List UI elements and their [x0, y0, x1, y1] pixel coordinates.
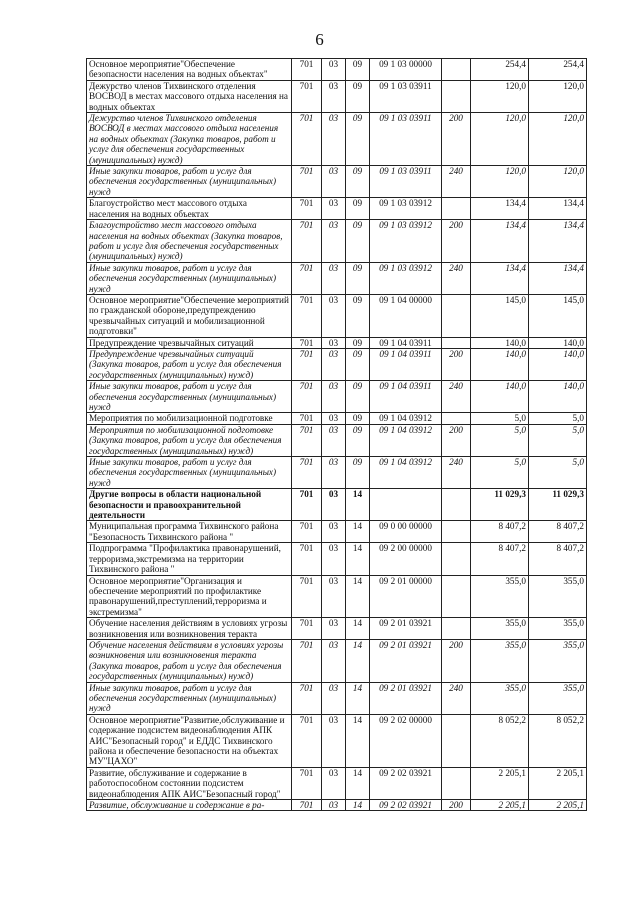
table-row — [87, 348, 587, 380]
cell-name: Подпрограмма "Профилактика правонарушений, терроризма,экстремизма на территории Тихвинского района " — [87, 543, 292, 575]
cell-vr: 200 — [442, 220, 471, 263]
table-row — [87, 294, 587, 337]
cell-pr: 09 — [346, 262, 370, 294]
table-row — [87, 113, 587, 166]
cell-rz: 03 — [322, 166, 346, 198]
cell-ved: 701 — [292, 800, 322, 811]
cell-ved: 701 — [292, 262, 322, 294]
cell-name: Основное мероприятие"Обеспечение мероприятий по гражданской обороне,предупреждению чрезвычайных ситуаций и мобилизационной подготовки" — [87, 294, 292, 337]
cell-name: Иные закупки товаров, работ и услуг для обеспечения государственных (муниципальных) нужд — [87, 457, 292, 489]
table-row — [87, 166, 587, 198]
cell-name: Обучение населения действиям в условиях угрозы возникновения или возникновения теракта — [87, 618, 292, 640]
cell-sum-1: 5,0 — [471, 457, 529, 489]
cell-pr: 09 — [346, 166, 370, 198]
cell-sum-2: 120,0 — [529, 166, 587, 198]
cell-csr: 09 0 00 00000 — [370, 521, 442, 543]
table-row — [87, 800, 587, 811]
cell-csr: 09 2 02 03921 — [370, 767, 442, 799]
cell-ved: 701 — [292, 714, 322, 767]
cell-sum-1: 254,4 — [471, 59, 529, 81]
cell-ved: 701 — [292, 457, 322, 489]
cell-pr: 14 — [346, 489, 370, 521]
cell-csr: 09 1 04 00000 — [370, 294, 442, 337]
cell-name: Основное мероприятие"Развитие,обслуживание и содержание подсистем видеонаблюдения АПК АИС"Безопасный город" и ЕДДС Тихвинского района и обеспечение безопасности на объектах МУ"ЦАХО" — [87, 714, 292, 767]
cell-vr: 200 — [442, 424, 471, 456]
cell-ved: 701 — [292, 639, 322, 682]
cell-sum-2: 2 205,1 — [529, 767, 587, 799]
cell-ved: 701 — [292, 575, 322, 618]
cell-pr: 14 — [346, 575, 370, 618]
cell-ved: 701 — [292, 543, 322, 575]
cell-vr: 240 — [442, 262, 471, 294]
cell-rz: 03 — [322, 800, 346, 811]
cell-pr: 14 — [346, 714, 370, 767]
page-number: 6 — [315, 30, 324, 49]
cell-vr — [442, 59, 471, 81]
cell-sum-2: 120,0 — [529, 113, 587, 166]
table-row — [87, 381, 587, 413]
cell-vr: 200 — [442, 348, 471, 380]
cell-sum-1: 140,0 — [471, 381, 529, 413]
cell-sum-2: 254,4 — [529, 59, 587, 81]
cell-rz: 03 — [322, 424, 346, 456]
cell-name: Мероприятия по мобилизационной подготовке (Закупка товаров, работ и услуг для обеспечения государственных (муниципальных) нужд) — [87, 424, 292, 456]
cell-ved: 701 — [292, 198, 322, 220]
cell-name: Основное мероприятие"Организация и обеспечение мероприятий по профилактике правонарушений,преступлений,терроризма и экстремизма" — [87, 575, 292, 618]
cell-name: Муниципальная программа Тихвинского района "Безопасность Тихвинского района " — [87, 521, 292, 543]
cell-sum-1: 120,0 — [471, 80, 529, 112]
cell-pr: 09 — [346, 113, 370, 166]
cell-csr: 09 1 03 03912 — [370, 262, 442, 294]
table-row — [87, 424, 587, 456]
table-row — [87, 543, 587, 575]
cell-rz: 03 — [322, 220, 346, 263]
cell-sum-1: 2 205,1 — [471, 767, 529, 799]
table-row — [87, 262, 587, 294]
table-row — [87, 220, 587, 263]
cell-name: Предупреждение чрезвычайных ситуаций — [87, 337, 292, 348]
cell-vr: 240 — [442, 457, 471, 489]
cell-sum-2: 355,0 — [529, 639, 587, 682]
cell-csr: 09 1 03 03912 — [370, 198, 442, 220]
cell-vr — [442, 618, 471, 640]
table-row — [87, 457, 587, 489]
table-row — [87, 489, 587, 521]
cell-sum-1: 5,0 — [471, 413, 529, 424]
cell-ved: 701 — [292, 348, 322, 380]
cell-sum-2: 355,0 — [529, 682, 587, 714]
table-row — [87, 618, 587, 640]
cell-sum-1: 120,0 — [471, 166, 529, 198]
cell-csr: 09 2 00 00000 — [370, 543, 442, 575]
cell-sum-2: 140,0 — [529, 348, 587, 380]
cell-name: Дежурство членов Тихвинского отделения ВОСВОД в местах массового отдыха населения на водных объектах — [87, 80, 292, 112]
cell-ved: 701 — [292, 413, 322, 424]
cell-csr: 09 2 01 00000 — [370, 575, 442, 618]
cell-vr — [442, 198, 471, 220]
table-row — [87, 682, 587, 714]
cell-name: Благоустройство мест массового отдыха населения на водных объектах — [87, 198, 292, 220]
table-row — [87, 198, 587, 220]
cell-ved: 701 — [292, 166, 322, 198]
cell-csr: 09 1 03 03911 — [370, 113, 442, 166]
cell-name: Иные закупки товаров, работ и услуг для обеспечения государственных (муниципальных) нужд — [87, 262, 292, 294]
cell-name: Другие вопросы в области национальной безопасности и правоохранительной деятельности — [87, 489, 292, 521]
cell-pr: 09 — [346, 457, 370, 489]
cell-csr: 09 1 04 03911 — [370, 348, 442, 380]
cell-sum-1: 11 029,3 — [471, 489, 529, 521]
cell-ved: 701 — [292, 80, 322, 112]
cell-pr: 14 — [346, 639, 370, 682]
cell-csr: 09 1 03 03911 — [370, 166, 442, 198]
cell-pr: 09 — [346, 220, 370, 263]
cell-vr — [442, 521, 471, 543]
cell-sum-2: 134,4 — [529, 220, 587, 263]
cell-rz: 03 — [322, 348, 346, 380]
table-row — [87, 521, 587, 543]
cell-vr — [442, 489, 471, 521]
cell-name: Дежурство членов Тихвинского отделения ВОСВОД в местах массового отдыха населения на водных объектах (Закупка товаров, работ и услуг для обеспечения государственных (муниципальных) нужд) — [87, 113, 292, 166]
cell-rz: 03 — [322, 381, 346, 413]
cell-sum-2: 140,0 — [529, 337, 587, 348]
cell-ved: 701 — [292, 424, 322, 456]
cell-csr: 09 2 01 03921 — [370, 618, 442, 640]
cell-csr: 09 2 01 03921 — [370, 682, 442, 714]
cell-ved: 701 — [292, 489, 322, 521]
cell-ved: 701 — [292, 682, 322, 714]
cell-vr: 240 — [442, 381, 471, 413]
cell-rz: 03 — [322, 714, 346, 767]
cell-sum-1: 134,4 — [471, 198, 529, 220]
cell-sum-1: 134,4 — [471, 262, 529, 294]
cell-name: Основное мероприятие"Обеспечение безопасности населения на водных объектах" — [87, 59, 292, 81]
cell-sum-1: 8 052,2 — [471, 714, 529, 767]
cell-pr: 09 — [346, 294, 370, 337]
cell-pr: 14 — [346, 767, 370, 799]
cell-pr: 09 — [346, 80, 370, 112]
cell-name: Иные закупки товаров, работ и услуг для обеспечения государственных (муниципальных) нужд — [87, 682, 292, 714]
cell-ved: 701 — [292, 294, 322, 337]
cell-vr: 200 — [442, 800, 471, 811]
cell-sum-1: 145,0 — [471, 294, 529, 337]
cell-ved: 701 — [292, 337, 322, 348]
cell-csr: 09 1 03 03912 — [370, 220, 442, 263]
cell-sum-1: 355,0 — [471, 618, 529, 640]
cell-sum-2: 140,0 — [529, 381, 587, 413]
cell-csr: 09 2 02 03921 — [370, 800, 442, 811]
cell-pr: 14 — [346, 800, 370, 811]
cell-rz: 03 — [322, 457, 346, 489]
cell-pr: 14 — [346, 521, 370, 543]
cell-pr: 14 — [346, 543, 370, 575]
table-row — [87, 575, 587, 618]
cell-rz: 03 — [322, 575, 346, 618]
cell-sum-2: 120,0 — [529, 80, 587, 112]
cell-csr: 09 2 01 03921 — [370, 639, 442, 682]
table-row — [87, 714, 587, 767]
cell-vr — [442, 413, 471, 424]
cell-pr: 09 — [346, 413, 370, 424]
cell-sum-2: 8 052,2 — [529, 714, 587, 767]
cell-sum-1: 355,0 — [471, 639, 529, 682]
cell-pr: 14 — [346, 682, 370, 714]
cell-ved: 701 — [292, 59, 322, 81]
cell-sum-2: 2 205,1 — [529, 800, 587, 811]
cell-csr: 09 1 04 03911 — [370, 381, 442, 413]
cell-sum-2: 355,0 — [529, 575, 587, 618]
cell-sum-2: 8 407,2 — [529, 521, 587, 543]
cell-pr: 09 — [346, 337, 370, 348]
cell-sum-1: 5,0 — [471, 424, 529, 456]
table-row — [87, 80, 587, 112]
cell-csr: 09 2 02 00000 — [370, 714, 442, 767]
cell-rz: 03 — [322, 59, 346, 81]
cell-csr: 09 1 04 03911 — [370, 337, 442, 348]
cell-rz: 03 — [322, 489, 346, 521]
cell-sum-1: 140,0 — [471, 348, 529, 380]
cell-sum-1: 140,0 — [471, 337, 529, 348]
cell-pr: 09 — [346, 348, 370, 380]
table-row — [87, 59, 587, 81]
budget-table — [86, 58, 587, 811]
cell-rz: 03 — [322, 80, 346, 112]
cell-vr — [442, 767, 471, 799]
cell-ved: 701 — [292, 521, 322, 543]
cell-sum-2: 5,0 — [529, 413, 587, 424]
cell-vr — [442, 543, 471, 575]
cell-sum-1: 8 407,2 — [471, 521, 529, 543]
cell-sum-2: 11 029,3 — [529, 489, 587, 521]
cell-vr — [442, 714, 471, 767]
cell-vr: 240 — [442, 682, 471, 714]
cell-csr: 09 1 04 03912 — [370, 424, 442, 456]
cell-name: Мероприятия по мобилизационной подготовке — [87, 413, 292, 424]
cell-vr — [442, 294, 471, 337]
cell-sum-1: 120,0 — [471, 113, 529, 166]
cell-rz: 03 — [322, 262, 346, 294]
cell-ved: 701 — [292, 113, 322, 166]
cell-ved: 701 — [292, 381, 322, 413]
cell-vr: 200 — [442, 639, 471, 682]
cell-rz: 03 — [322, 198, 346, 220]
cell-sum-1: 134,4 — [471, 220, 529, 263]
cell-rz: 03 — [322, 113, 346, 166]
cell-sum-2: 5,0 — [529, 457, 587, 489]
table-row — [87, 639, 587, 682]
cell-ved: 701 — [292, 618, 322, 640]
table-row — [87, 767, 587, 799]
cell-rz: 03 — [322, 639, 346, 682]
cell-pr: 09 — [346, 381, 370, 413]
cell-sum-1: 8 407,2 — [471, 543, 529, 575]
cell-sum-2: 145,0 — [529, 294, 587, 337]
cell-ved: 701 — [292, 767, 322, 799]
cell-vr — [442, 575, 471, 618]
cell-name: Развитие, обслуживание и содержание в работоспособном состоянии подсистем видеонаблюдения АПК АИС"Безопасный город" — [87, 767, 292, 799]
cell-csr: 09 1 03 00000 — [370, 59, 442, 81]
cell-sum-1: 355,0 — [471, 682, 529, 714]
cell-rz: 03 — [322, 682, 346, 714]
cell-vr: 200 — [442, 113, 471, 166]
cell-pr: 09 — [346, 424, 370, 456]
cell-sum-2: 8 407,2 — [529, 543, 587, 575]
cell-name: Иные закупки товаров, работ и услуг для обеспечения государственных (муниципальных) нужд — [87, 381, 292, 413]
cell-sum-2: 355,0 — [529, 618, 587, 640]
cell-rz: 03 — [322, 294, 346, 337]
cell-name: Благоустройство мест массового отдыха населения на водных объектах (Закупка товаров, работ и услуг для обеспечения государственных (муниципальных) нужд) — [87, 220, 292, 263]
cell-csr: 09 1 04 03912 — [370, 457, 442, 489]
cell-rz: 03 — [322, 337, 346, 348]
cell-rz: 03 — [322, 413, 346, 424]
cell-vr — [442, 337, 471, 348]
budget-table-body — [87, 59, 587, 811]
cell-rz: 03 — [322, 618, 346, 640]
cell-sum-1: 2 205,1 — [471, 800, 529, 811]
cell-csr: 09 1 04 03912 — [370, 413, 442, 424]
cell-sum-1: 355,0 — [471, 575, 529, 618]
cell-sum-2: 134,4 — [529, 262, 587, 294]
table-row — [87, 413, 587, 424]
cell-ved: 701 — [292, 220, 322, 263]
cell-vr — [442, 80, 471, 112]
cell-rz: 03 — [322, 521, 346, 543]
cell-vr: 240 — [442, 166, 471, 198]
cell-pr: 09 — [346, 59, 370, 81]
cell-rz: 03 — [322, 543, 346, 575]
cell-csr — [370, 489, 442, 521]
cell-rz: 03 — [322, 767, 346, 799]
cell-sum-2: 5,0 — [529, 424, 587, 456]
cell-csr: 09 1 03 03911 — [370, 80, 442, 112]
table-row — [87, 337, 587, 348]
cell-pr: 14 — [346, 618, 370, 640]
cell-pr: 09 — [346, 198, 370, 220]
cell-name: Иные закупки товаров, работ и услуг для обеспечения государственных (муниципальных) нужд — [87, 166, 292, 198]
cell-name: Развитие, обслуживание и содержание в ра- — [87, 800, 292, 811]
cell-name: Предупреждение чрезвычайных ситуаций (Закупка товаров, работ и услуг для обеспечения государственных (муниципальных) нужд) — [87, 348, 292, 380]
cell-name: Обучение населения действиям в условиях угрозы возникновения или возникновения теракта (Закупка товаров, работ и услуг для обеспечения государственных (муниципальных) нужд) — [87, 639, 292, 682]
cell-sum-2: 134,4 — [529, 198, 587, 220]
